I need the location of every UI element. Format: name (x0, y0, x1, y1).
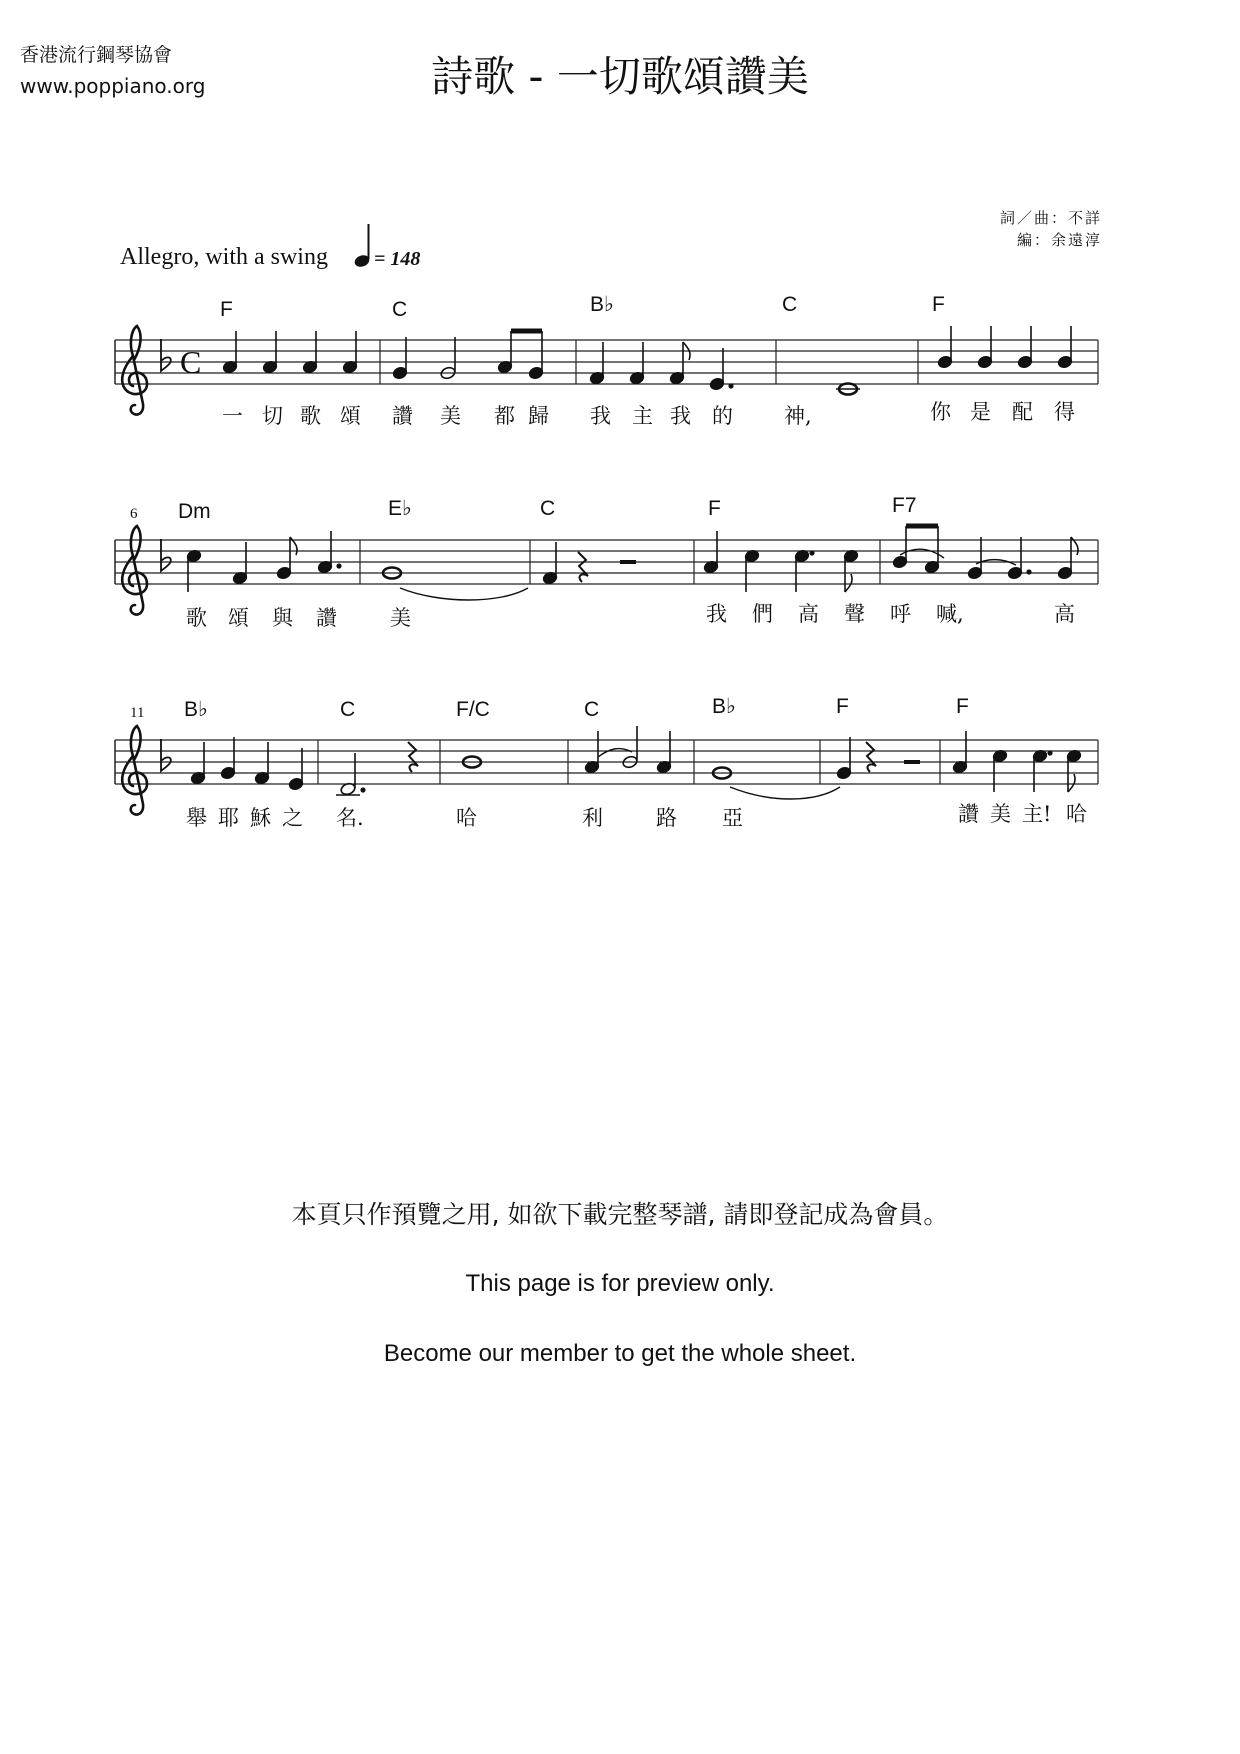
lyric: 歌 (186, 606, 207, 630)
lyric: 讚 (958, 802, 979, 826)
chord: F (932, 293, 945, 316)
lyric: 呼 (890, 602, 911, 626)
chord: F (956, 695, 969, 718)
lyric: 聲 (844, 602, 865, 626)
lyric: 美 (440, 404, 461, 428)
lyric: 你 (930, 400, 951, 424)
chord: C (584, 698, 600, 721)
chord: B♭ (590, 293, 614, 316)
chord: E♭ (388, 497, 412, 520)
lyric: 頌 (340, 404, 361, 428)
tempo-text: Allegro, with a swing (120, 244, 328, 270)
lyric: 高 (798, 602, 819, 626)
measure-number: 11 (130, 705, 145, 721)
site-url[interactable]: www.poppiano.org (20, 74, 206, 98)
lyric: 美 (990, 802, 1011, 826)
lyric: 神, (784, 404, 812, 428)
chord: C (782, 293, 798, 316)
lyric: 主! (1022, 802, 1052, 826)
arranger-credit: 編：余遠淳 (1016, 231, 1102, 249)
chord: Dm (178, 500, 211, 523)
chord: B♭ (712, 695, 736, 718)
lyric: 高 (1054, 602, 1075, 626)
membership-notice: Become our member to get the whole sheet. (383, 1340, 857, 1367)
staff-system-2 (115, 494, 1098, 630)
chord: F/C (456, 698, 490, 721)
lyric: 哈 (456, 806, 477, 830)
preview-notice-chinese: 本頁只作預覽之用, 如欲下載完整琴譜, 請即登記成為會員。 (291, 1200, 949, 1229)
svg-text:C: C (180, 344, 202, 380)
site-name: 香港流行鋼琴協會 (20, 44, 173, 66)
lyric: 與 (272, 606, 293, 630)
chord: B♭ (184, 698, 208, 721)
lyric: 喊, (936, 602, 964, 626)
chord: F7 (892, 494, 917, 517)
lyric: 路 (656, 806, 677, 830)
lyric: 哈 (1066, 802, 1087, 826)
lyrics-music-credit: 詞／曲：不詳 (999, 209, 1102, 227)
lyric: 讚 (316, 606, 337, 630)
chord: F (708, 497, 721, 520)
chord: F (836, 695, 849, 718)
chord: C (340, 698, 356, 721)
chord: C (392, 298, 408, 321)
lyric: 讚 (392, 404, 413, 428)
lyric: 都 (494, 404, 515, 428)
page-title: 詩歌 - 一切歌頌讚美 (431, 52, 809, 101)
staff-system-1 (115, 293, 1098, 428)
lyric: 耶 (218, 806, 239, 830)
lyric: 們 (752, 602, 773, 626)
measure-number: 6 (130, 506, 138, 522)
lyric: 一 (222, 404, 243, 428)
lyric: 舉 (186, 806, 207, 830)
lyric: 我 (706, 602, 727, 626)
lyric: 我 (670, 404, 691, 428)
lyric: 之 (282, 806, 303, 830)
lyric: 歸 (528, 404, 549, 428)
lyric: 亞 (722, 806, 743, 830)
lyric: 的 (712, 404, 733, 428)
chord: C (540, 497, 556, 520)
lyric: 得 (1054, 400, 1075, 424)
lyric: 名. (336, 806, 364, 830)
lyric: 利 (582, 806, 603, 830)
lyric: 主 (632, 404, 653, 428)
lyric: 歌 (300, 404, 321, 428)
lyric: 美 (390, 606, 411, 630)
lyric: 穌 (250, 806, 271, 830)
lyric: 是 (970, 400, 991, 424)
chord: F (220, 298, 233, 321)
tempo-bpm: = 148 (374, 248, 421, 270)
staff-system-3 (115, 695, 1098, 830)
lyric: 切 (262, 404, 283, 428)
lyric: 我 (590, 404, 611, 428)
lyric: 配 (1012, 400, 1033, 424)
lyric: 頌 (228, 606, 249, 630)
preview-notice-english: This page is for preview only. (465, 1270, 775, 1297)
